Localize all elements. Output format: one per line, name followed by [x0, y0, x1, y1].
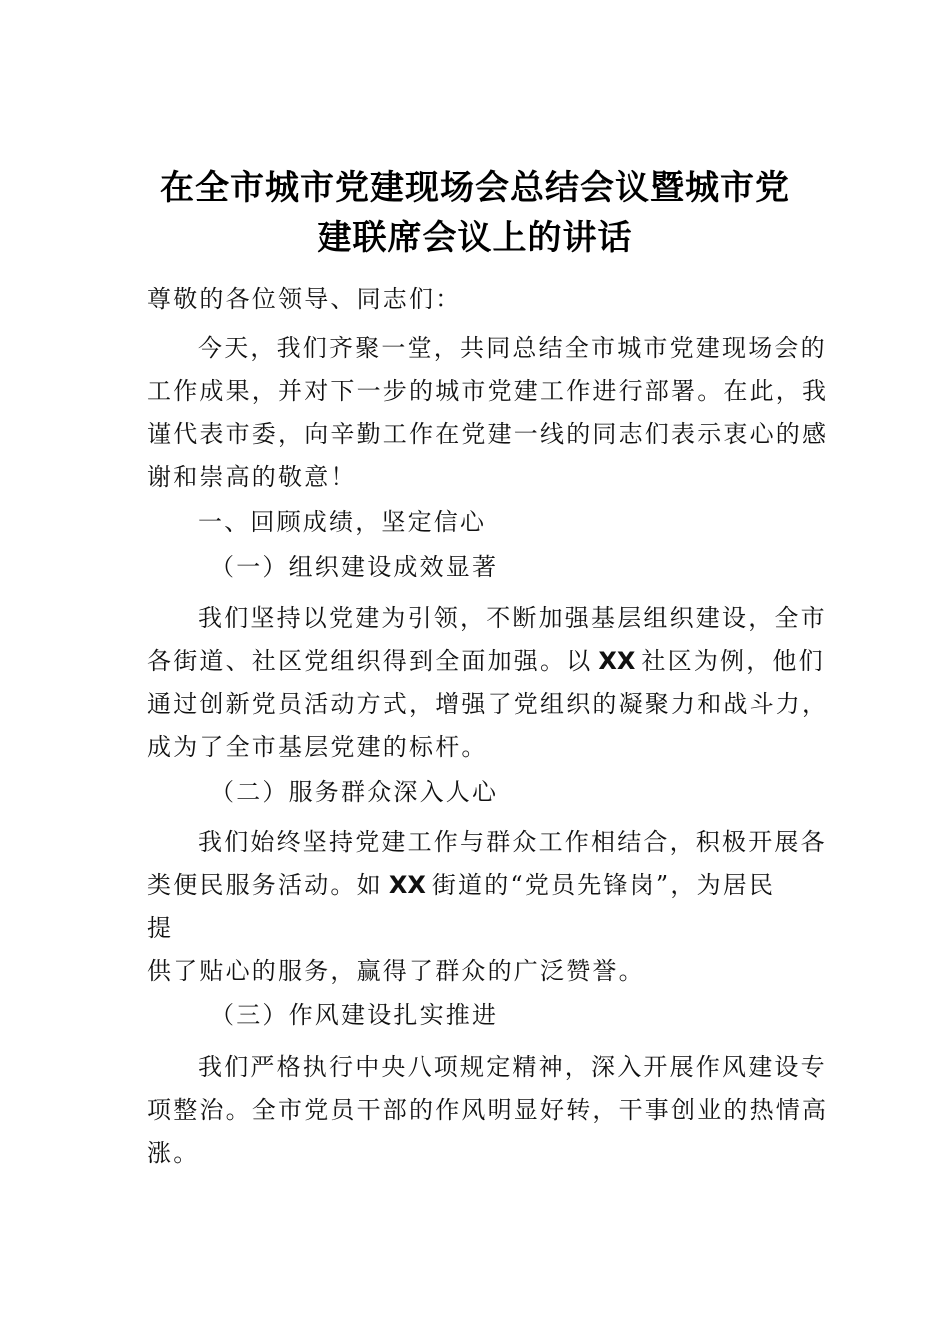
paragraph-line: 涨。 [147, 1139, 200, 1167]
intro-line: 谨代表市委，向辛勤工作在党建一线的同志们表示衷心的感 [147, 420, 829, 448]
document-title-line-1: 在全市城市党建现场会总结会议暨城市党 [160, 168, 790, 208]
intro-line: 谢和崇高的敬意！ [147, 463, 357, 491]
paragraph-line: 供了贴心的服务，赢得了群众的广泛赞誉。 [147, 957, 645, 985]
subsection-heading: （三）作风建设扎实推进 [210, 1001, 499, 1029]
paragraph-line: 通过创新党员活动方式，增强了党组织的凝聚力和战斗力， [147, 690, 829, 718]
placeholder-xx: XX [598, 647, 636, 675]
placeholder-xx: XX [388, 871, 426, 899]
subsection-heading: （二）服务群众深入人心 [210, 778, 499, 806]
paragraph-line: 项整治。全市党员干部的作风明显好转，干事创业的热情高 [147, 1096, 829, 1124]
paragraph-line: 成为了全市基层党建的标杆。 [147, 733, 488, 761]
text-segment: 各街道、社区党组织得到全面加强。以 [147, 647, 593, 675]
text-segment: 社区为例，他们 [641, 647, 825, 675]
text-segment: 街道的“党员先锋岗”，为居民 [431, 871, 776, 899]
paragraph-line: 我们始终坚持党建工作与群众工作相结合，积极开展各 [198, 828, 827, 856]
text-segment: 类便民服务活动。如 [147, 871, 383, 899]
paragraph-line [147, 870, 775, 900]
greeting: 尊敬的各位领导、同志们： [147, 285, 462, 313]
intro-line: 今天，我们齐聚一堂，共同总结全市城市党建现场会的 [198, 334, 827, 362]
section-heading: 一、回顾成绩，坚定信心 [198, 508, 487, 536]
subsection-heading: （一）组织建设成效显著 [210, 553, 499, 581]
paragraph-line: 提 [147, 914, 174, 942]
paragraph-line [147, 646, 825, 676]
paragraph-line: 我们坚持以党建为引领，不断加强基层组织建设，全市 [198, 604, 827, 632]
document-title-line-2: 建联席会议上的讲话 [317, 218, 633, 258]
intro-line: 工作成果，并对下一步的城市党建工作进行部署。在此，我 [147, 377, 829, 405]
paragraph-line: 我们严格执行中央八项规定精神，深入开展作风建设专 [198, 1053, 827, 1081]
